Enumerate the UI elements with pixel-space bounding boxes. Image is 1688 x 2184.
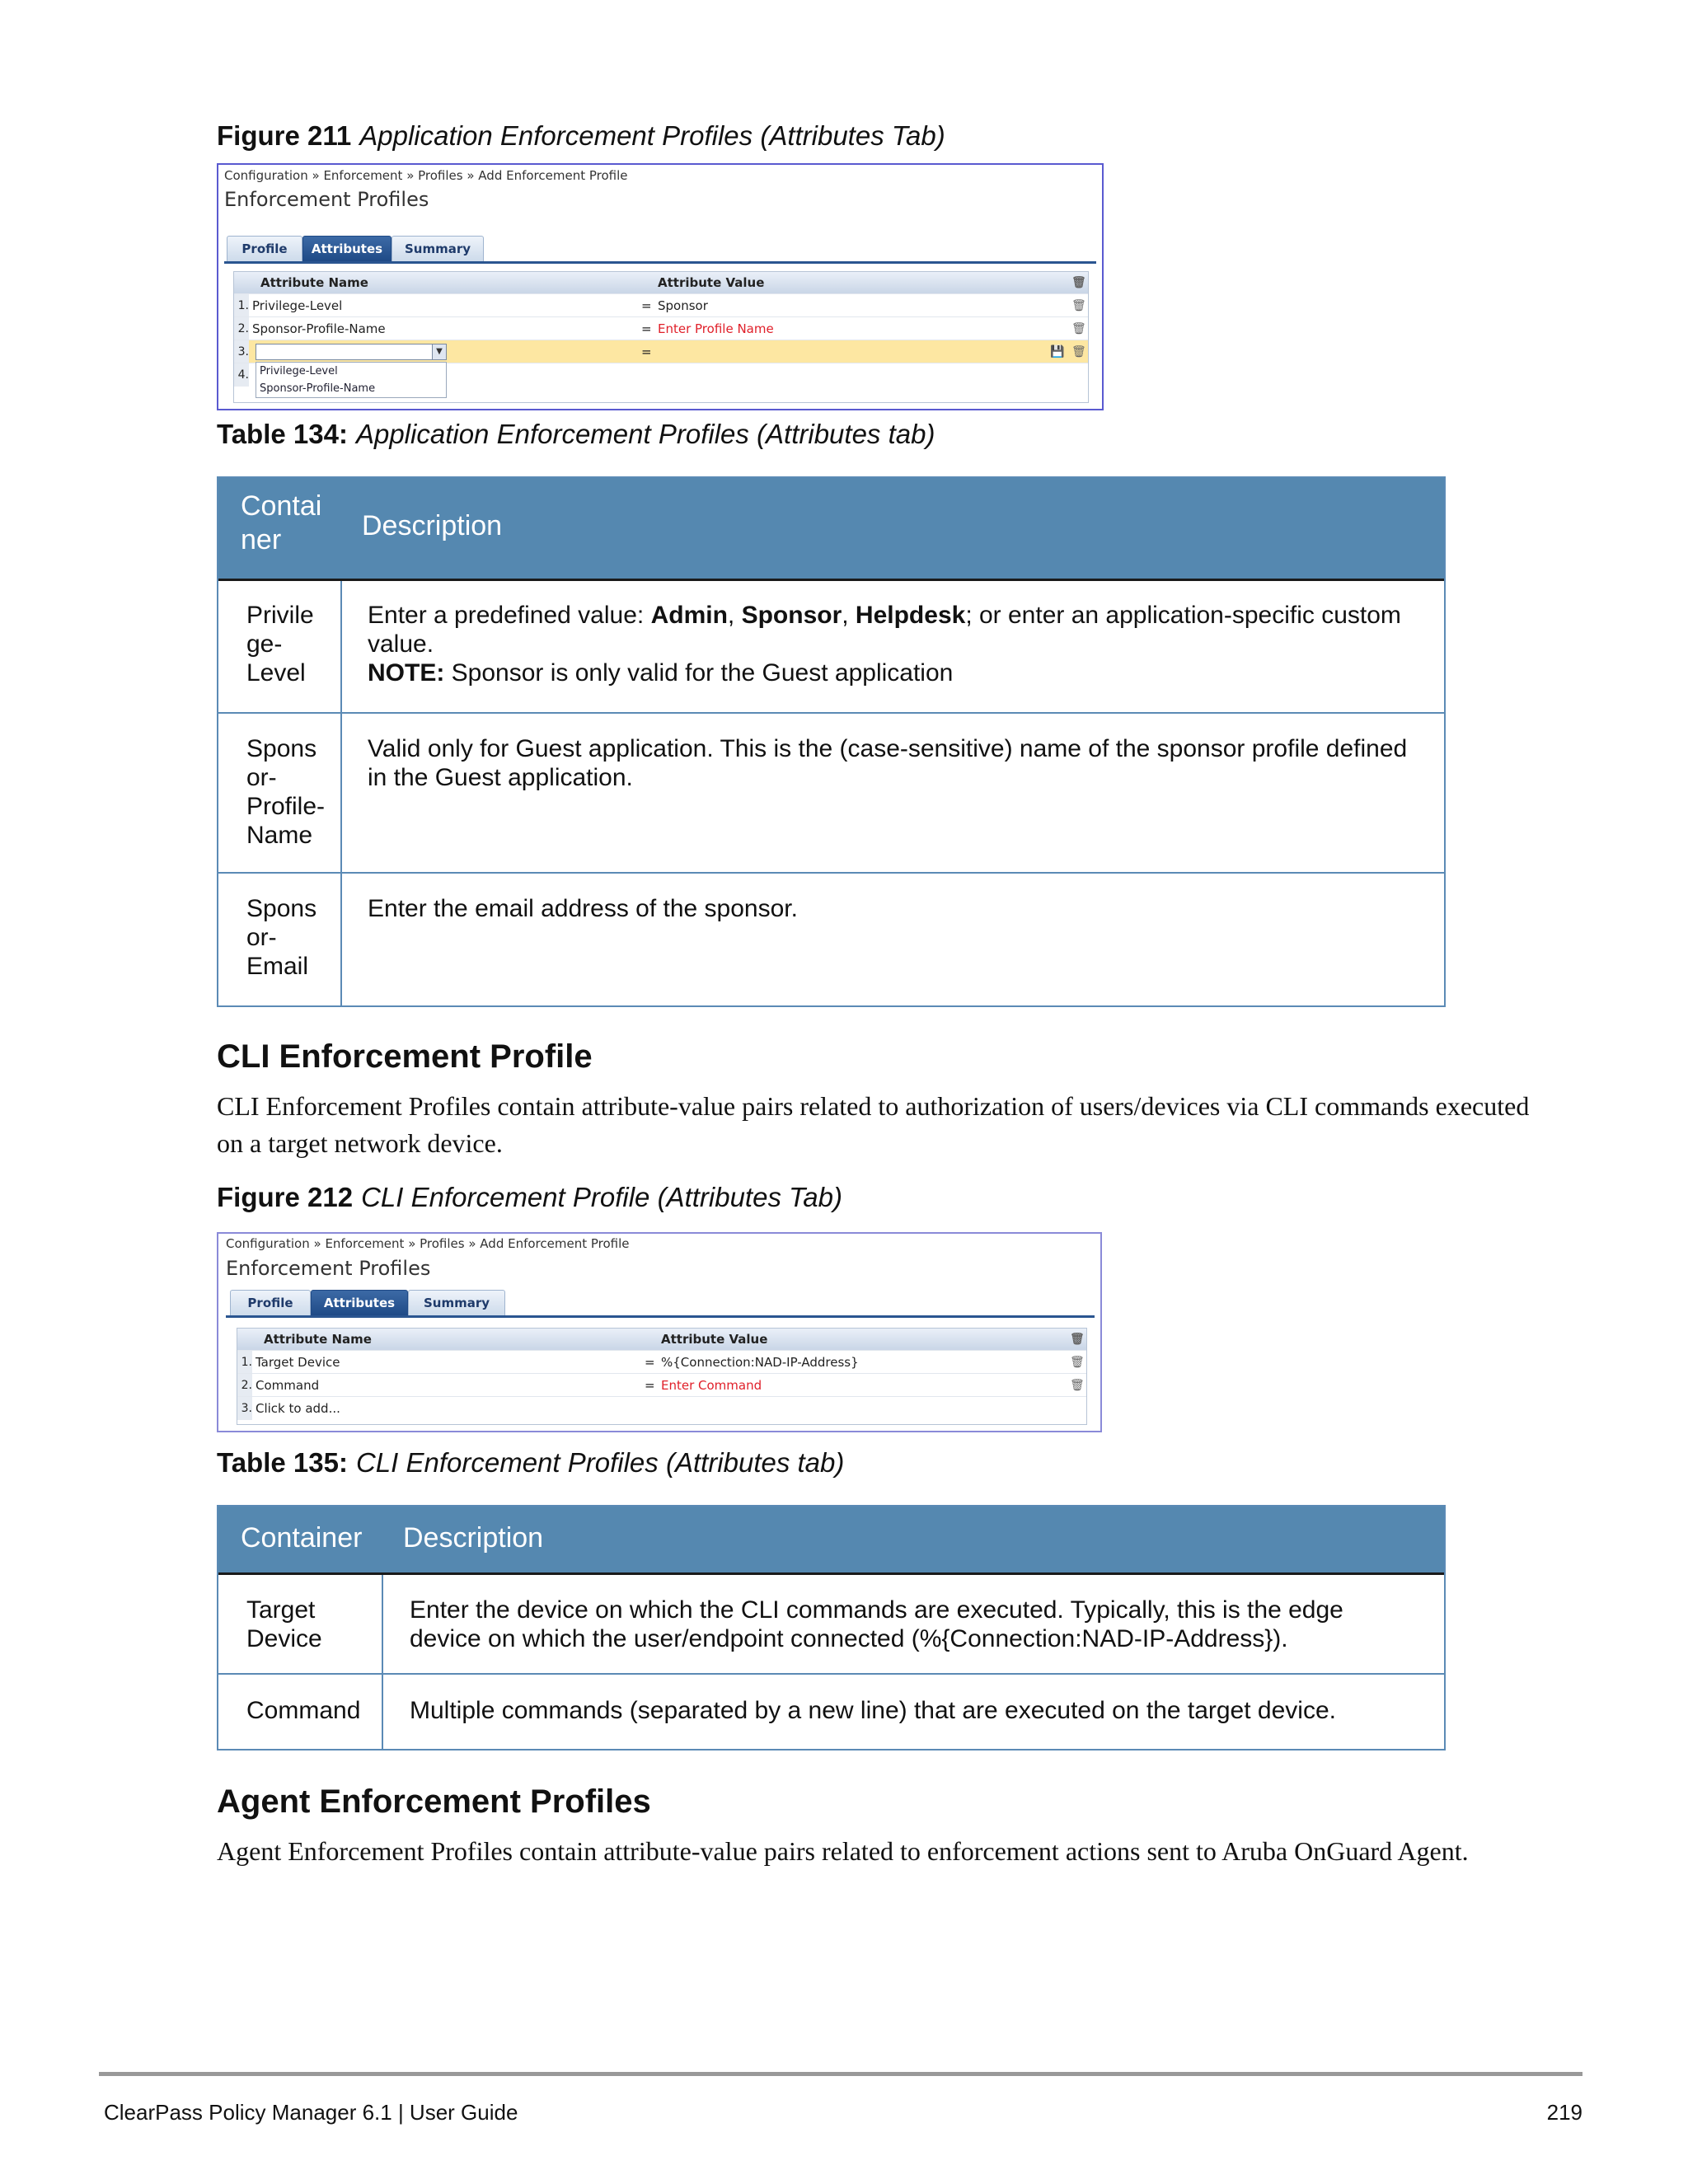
row-number: 3. xyxy=(234,340,249,363)
trash-icon[interactable]: 🗑 xyxy=(1070,1356,1085,1369)
tab-profile[interactable]: Profile xyxy=(230,1290,311,1315)
attribute-name: Command xyxy=(256,1378,320,1393)
save-icon[interactable]: 💾 xyxy=(1050,345,1065,359)
attribute-name: Target Device xyxy=(256,1355,340,1370)
table-135-caption xyxy=(217,1447,844,1479)
cell-description: Enter the email address of the sponsor. xyxy=(368,895,798,922)
dropdown-option[interactable]: Sponsor-Profile-Name xyxy=(260,382,376,395)
section-heading: Agent Enforcement Profiles xyxy=(217,1783,651,1820)
chevron-down-icon[interactable]: ▼ xyxy=(432,344,446,359)
table-number: Table 134: xyxy=(217,419,348,449)
tab-summary[interactable]: Summary xyxy=(392,236,484,261)
cell-container: Spons or- Email xyxy=(246,895,317,980)
cell-description: Enter a predefined value: Admin, Sponsor, Helpdesk; or enter an application-specific custom value. NOTE: Sponsor is only valid for the Guest application xyxy=(368,602,1401,687)
table-row-editing[interactable] xyxy=(234,340,1088,363)
attribute-name: Privilege-Level xyxy=(252,298,343,313)
equals-sign: = xyxy=(641,321,652,336)
header-description: Description xyxy=(403,1522,544,1554)
cell-container: Command xyxy=(246,1697,361,1724)
row-number: 1. xyxy=(234,294,249,317)
column-divider xyxy=(382,1575,383,1749)
footer-title: ClearPass Policy Manager 6.1 | User Guide xyxy=(104,2100,518,2125)
figure-title: Application Enforcement Profiles (Attributes Tab) xyxy=(359,120,945,151)
table-header xyxy=(218,478,1444,579)
header-divider xyxy=(218,1572,1444,1575)
breadcrumb[interactable]: Configuration » Enforcement » Profiles » Add Enforcement Profile xyxy=(226,1236,630,1251)
table-title: Application Enforcement Profiles (Attributes tab) xyxy=(355,419,935,449)
dropdown-option[interactable]: Privilege-Level xyxy=(260,365,338,377)
figure-title: CLI Enforcement Profile (Attributes Tab) xyxy=(361,1182,842,1212)
cell-container: Privile ge- Level xyxy=(246,602,314,687)
row-number: 4. xyxy=(234,363,249,387)
attributes-header xyxy=(234,272,1088,293)
section-paragraph: CLI Enforcement Profiles contain attribute-value pairs related to authorization of users/devices via CLI commands executed on a target network device. xyxy=(217,1091,1530,1158)
equals-sign: = xyxy=(645,1378,655,1393)
tab-bar xyxy=(230,1290,560,1316)
dropdown-options xyxy=(256,362,447,398)
figure-number: Figure 212 xyxy=(217,1182,354,1212)
section-heading: CLI Enforcement Profile xyxy=(217,1038,593,1075)
tab-bar xyxy=(227,236,556,262)
attribute-value: Sponsor xyxy=(658,298,708,313)
row-number: 2. xyxy=(234,317,249,340)
trash-icon[interactable]: 🗑 xyxy=(1070,1379,1085,1392)
trash-icon[interactable]: 🗑 xyxy=(1071,345,1086,359)
tab-attributes[interactable]: Attributes xyxy=(302,236,392,261)
tab-underline xyxy=(226,1315,1095,1318)
cell-description: Enter the device on which the CLI commands are executed. Typically, this is the edge device on which the user/endpoint connected (%{Connection:NAD-IP-Address}). xyxy=(410,1596,1343,1652)
table-row[interactable] xyxy=(234,316,1088,340)
section-paragraph: Agent Enforcement Profiles contain attribute-value pairs related to enforcement actions sent to Aruba OnGuard Agent. xyxy=(217,1836,1469,1866)
footer-divider xyxy=(99,2072,1582,2076)
breadcrumb[interactable]: Configuration » Enforcement » Profiles » Add Enforcement Profile xyxy=(224,168,628,183)
trash-icon[interactable]: 🗑 xyxy=(1071,322,1086,335)
row-divider xyxy=(218,1673,1444,1675)
table-title: CLI Enforcement Profiles (Attributes tab) xyxy=(355,1447,845,1478)
attributes-header xyxy=(237,1329,1086,1350)
cell-description: Valid only for Guest application. This is the (case-sensitive) name of the sponsor profile defined in the Guest application. xyxy=(368,735,1408,791)
table-134-caption xyxy=(217,419,935,450)
attribute-value: %{Connection:NAD-IP-Address} xyxy=(661,1355,859,1370)
table-row[interactable] xyxy=(237,1350,1086,1374)
equals-sign: = xyxy=(645,1355,655,1370)
column-divider xyxy=(340,581,342,1005)
trash-icon[interactable]: 🗑 xyxy=(1071,299,1086,312)
attributes-table xyxy=(233,271,1089,403)
col-attribute-name: Attribute Name xyxy=(260,275,368,290)
tab-underline xyxy=(224,261,1096,264)
page-title: Enforcement Profiles xyxy=(224,188,429,211)
tab-attributes[interactable]: Attributes xyxy=(311,1290,408,1315)
cell-container: Target Device xyxy=(246,1596,322,1652)
trash-icon[interactable]: 🗑 xyxy=(1070,1333,1085,1346)
row-number: 2. xyxy=(237,1374,252,1397)
figure-212-caption xyxy=(217,1182,842,1213)
header-container: Container xyxy=(241,1522,363,1554)
row-number: 3. xyxy=(237,1397,252,1420)
tab-summary[interactable]: Summary xyxy=(408,1290,505,1315)
col-attribute-name: Attribute Name xyxy=(264,1332,372,1347)
attribute-name: Sponsor-Profile-Name xyxy=(252,321,386,336)
table-row[interactable] xyxy=(237,1373,1086,1397)
trash-icon[interactable]: 🗑 xyxy=(1071,276,1086,289)
tab-profile[interactable]: Profile xyxy=(227,236,302,261)
attribute-name-dropdown[interactable] xyxy=(256,344,447,360)
page-title: Enforcement Profiles xyxy=(226,1257,431,1280)
attribute-value: Enter Command xyxy=(661,1378,762,1393)
header-description: Description xyxy=(362,510,503,541)
cell-container: Spons or- Profile- Name xyxy=(246,735,326,849)
attribute-value: Enter Profile Name xyxy=(658,321,774,336)
row-divider xyxy=(218,712,1444,714)
attributes-table xyxy=(237,1328,1087,1425)
equals-sign: = xyxy=(641,298,652,313)
table-135 xyxy=(217,1505,1446,1750)
figure-number: Figure 211 xyxy=(217,120,352,151)
row-divider xyxy=(218,872,1444,874)
figure-212-screenshot xyxy=(217,1232,1102,1432)
figure-211-caption xyxy=(217,120,945,152)
page-number: 219 xyxy=(1546,2100,1582,2125)
table-134 xyxy=(217,476,1446,1007)
click-to-add-link[interactable]: Click to add... xyxy=(256,1401,340,1416)
cell-description: Multiple commands (separated by a new line) that are executed on the target device. xyxy=(410,1697,1336,1724)
table-row[interactable] xyxy=(234,293,1088,317)
col-attribute-value: Attribute Value xyxy=(658,275,765,290)
equals-sign: = xyxy=(641,344,652,359)
header-container: Contai ner xyxy=(241,490,322,555)
header-divider xyxy=(218,579,1444,581)
col-attribute-value: Attribute Value xyxy=(661,1332,768,1347)
table-row-add[interactable] xyxy=(237,1396,1086,1420)
figure-211-screenshot xyxy=(217,163,1104,410)
row-number: 1. xyxy=(237,1351,252,1374)
table-header xyxy=(218,1507,1444,1572)
table-number: Table 135: xyxy=(217,1447,348,1478)
